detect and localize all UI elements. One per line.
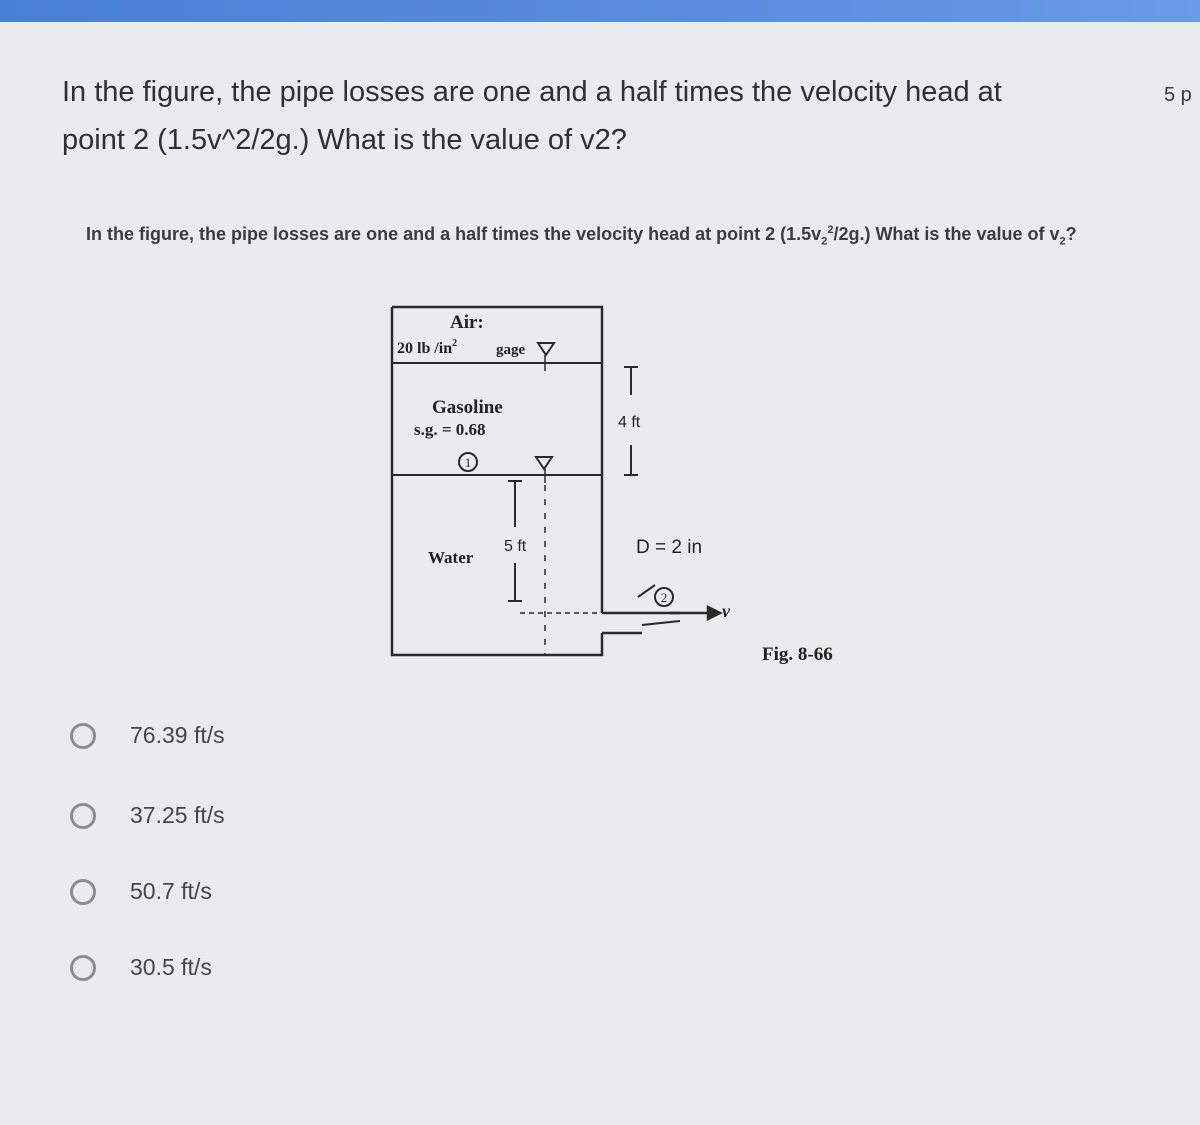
radio-button[interactable] — [70, 955, 96, 981]
point-2-label: 2 — [660, 590, 668, 605]
caption-sub-2: 2 — [1059, 235, 1066, 248]
pressure-label — [397, 338, 457, 357]
points-label: 5 p — [1164, 84, 1192, 106]
air-label: Air: — [450, 312, 484, 333]
caption-sub: 2 — [821, 235, 828, 248]
option-label: 37.25 ft/s — [130, 802, 225, 828]
option-label: 50.7 ft/s — [130, 878, 212, 904]
tank-wall — [392, 307, 602, 655]
velocity-arrow-head — [708, 607, 720, 619]
pressure-value: 20 lb /in — [397, 340, 453, 357]
tank-diagram-svg — [370, 295, 890, 685]
pressure-exponent: 2 — [452, 338, 458, 349]
gage-label: gage — [496, 342, 526, 358]
top-header-band — [0, 0, 1200, 22]
question-text — [62, 68, 1152, 164]
question-line-2: point 2 (1.5v^2/2g.) What is the value of v2? — [62, 124, 627, 156]
figure-number-label: Fig. 8-66 — [762, 644, 833, 665]
height-4ft-label: 4 ft — [618, 414, 641, 431]
option-label: 76.39 ft/s — [130, 722, 225, 748]
caption-part-2: /2g.) What is the value of v — [833, 224, 1060, 244]
question-line-1: In the figure, the pipe losses are one and a half times the velocity head at — [62, 76, 1002, 108]
option-3[interactable] — [70, 878, 212, 905]
free-surface-symbol-2 — [536, 457, 552, 469]
figure-caption — [86, 224, 1077, 248]
radio-button[interactable] — [70, 803, 96, 829]
water-label: Water — [428, 548, 474, 567]
caption-part-3: ? — [1065, 224, 1077, 244]
specific-gravity-label: s.g. = 0.68 — [414, 420, 486, 439]
radio-button[interactable] — [70, 879, 96, 905]
diameter-label: D = 2 in — [636, 537, 703, 558]
tank-diagram — [370, 295, 890, 685]
option-2[interactable] — [70, 802, 225, 829]
option-4[interactable] — [70, 954, 212, 981]
height-5ft-label: 5 ft — [504, 538, 527, 555]
caption-part-1: In the figure, the pipe losses are one and a half times the velocity head at point 2 (1.5v — [86, 224, 822, 244]
pipe-lower-wall-ext — [642, 621, 680, 625]
point-2-leader — [638, 585, 655, 597]
option-1[interactable] — [70, 722, 225, 749]
velocity-label: v — [722, 601, 730, 621]
gasoline-label: Gasoline — [432, 397, 503, 418]
option-label: 30.5 ft/s — [130, 954, 212, 980]
radio-button[interactable] — [70, 723, 96, 749]
point-1-label: 1 — [464, 455, 472, 470]
free-surface-symbol-1 — [538, 343, 554, 355]
caption-sup: 2 — [827, 224, 834, 236]
